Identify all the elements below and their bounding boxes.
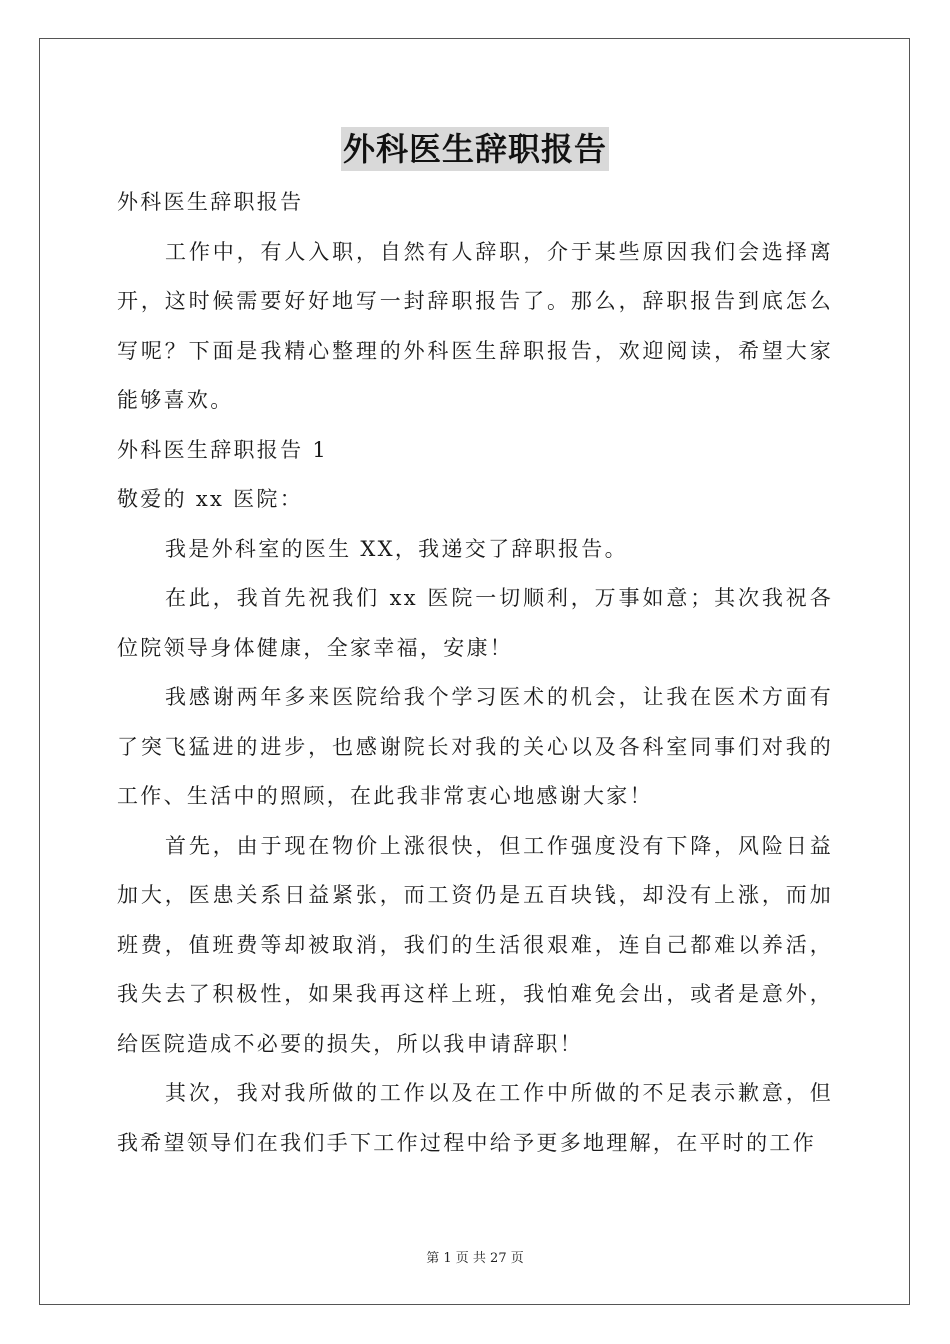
page-number-footer: 第 1 页 共 27 页 <box>426 1251 524 1266</box>
document-body <box>117 178 833 1168</box>
paragraph-thanks: 我感谢两年多来医院给我个学习医术的机会，让我在医术方面有了突飞猛进的进步，也感谢院长对我的关心以及各科室同事们对我的工作、生活中的照顾，在此我非常衷心地感谢大家！ <box>117 685 833 808</box>
paragraph-section-heading: 外科医生辞职报告 1 <box>117 437 329 462</box>
paragraph-reason-first: 首先，由于现在物价上涨很快，但工作强度没有下降，风险日益加大，医患关系日益紧张，而工资仍是五百块钱，却没有上涨，而加班费，值班费等却被取消，我们的生活很艰难，连自己都难以养活，我失去了积极性，如果我再这样上班，我怕难免会出，或者是意外，给医院造成不必要的损失，所以我申请辞职！ <box>117 833 833 1056</box>
title-wrap <box>0 127 950 171</box>
paragraph-subtitle: 外科医生辞职报告 <box>117 190 304 214</box>
paragraph-wishes: 在此，我首先祝我们 xx 医院一切顺利，万事如意；其次我祝各位院领导身体健康，全家幸福，安康！ <box>117 586 833 660</box>
paragraph-statement: 我是外科室的医生 XX，我递交了辞职报告。 <box>165 536 628 561</box>
paragraph-salutation: 敬爱的 xx 医院： <box>117 487 304 511</box>
paragraph-reason-second: 其次，我对我所做的工作以及在工作中所做的不足表示歉意，但我希望领导们在我们手下工作过程中给予更多地理解，在平时的工作 <box>117 1081 833 1155</box>
paragraph-intro: 工作中，有人入职，自然有人辞职，介于某些原因我们会选择离开，这时候需要好好地写一封辞职报告了。那么，辞职报告到底怎么写呢？下面是我精心整理的外科医生辞职报告，欢迎阅读，希望大家能够喜欢。 <box>117 239 833 412</box>
document-title: 外科医生辞职报告 <box>341 127 609 171</box>
